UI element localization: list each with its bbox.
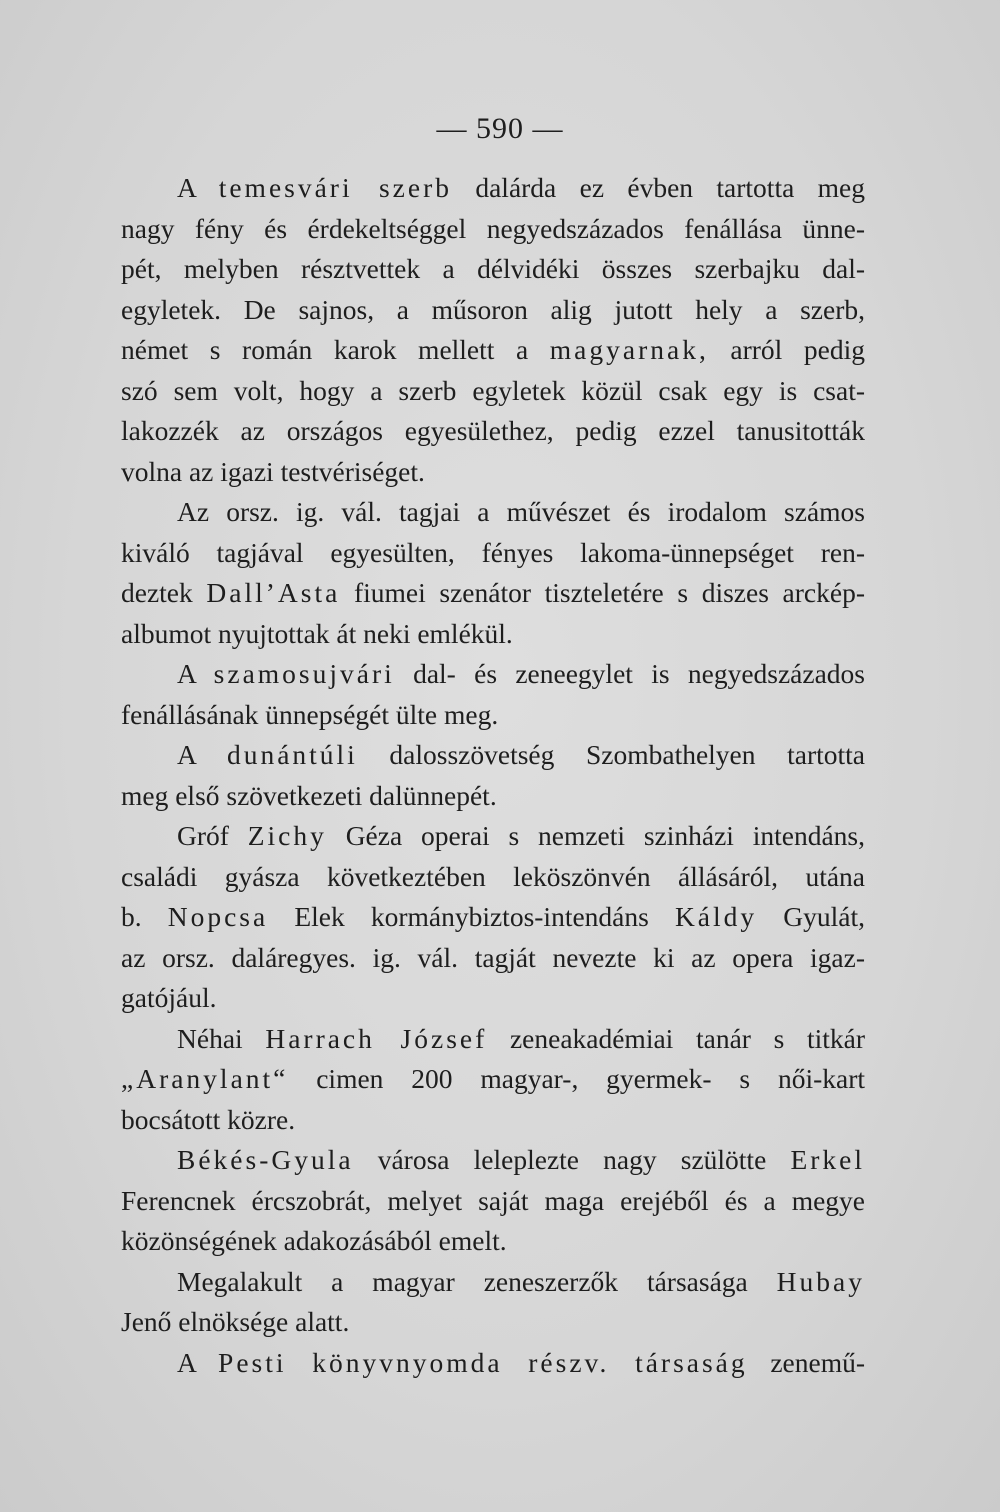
text-line: Megalakult a magyar zeneszerzők társasága Hubay (177, 1265, 865, 1297)
page-body-text (121, 168, 865, 1383)
paragraph (121, 492, 865, 654)
text-line: szó sem volt, hogy a szerb egyletek közül csak egy is csat- (121, 374, 865, 406)
spaced-emphasis-text: Erkel (790, 1144, 865, 1175)
text-line: gatójául. (121, 982, 217, 1013)
spaced-emphasis-text: „Aranylant“ (121, 1063, 289, 1094)
text-line: A szamosujvári dal- és zeneegylet is negyedszázados (177, 658, 866, 689)
paragraph (121, 1343, 865, 1384)
text-line: deztek Dall’Asta fiumei szenátor tiszteletére s diszes arckép- (121, 577, 865, 608)
spaced-emphasis-text: Pesti könyvnyomda részv. társaság (218, 1346, 748, 1378)
text-line: kiváló tagjával egyesülten, fényes lakoma-ünnepséget ren- (121, 536, 865, 568)
text-line: pét, melyben résztvettek a délvidéki összes szerbajku dal- (121, 253, 865, 284)
spaced-emphasis-text: Dall’Asta (206, 577, 341, 608)
text-line: Néhai Harrach József zeneakadémiai tanár s titkár (177, 1022, 866, 1054)
paragraph (121, 1262, 865, 1343)
text-line: bocsátott közre. (121, 1103, 296, 1135)
text-line: családi gyásza következtében leköszönvén állásáról, utána (121, 860, 865, 892)
text-line: lakozzék az országos egyesülethez, pedig ezzel tanusitották (121, 415, 865, 446)
spaced-emphasis-text: szamosujvári (213, 658, 395, 689)
text-line: A dunántúli dalosszövetség Szombathelyen tartotta (177, 739, 865, 770)
paragraph (121, 735, 865, 816)
text-line: fenállásának ünnepségét ülte meg. (121, 698, 499, 730)
spaced-emphasis-text: Zichy (247, 820, 327, 851)
text-line: „Aranylant“ cimen 200 magyar-, gyermek- s női-kart (121, 1063, 865, 1094)
text-line: közönségének adakozásából emelt. (121, 1225, 507, 1256)
text-line: Az orsz. ig. vál. tagjai a művészet és irodalom számos (177, 496, 865, 527)
paragraph (121, 168, 865, 492)
spaced-emphasis-text: Harrach József (265, 1022, 488, 1054)
spaced-emphasis-text: dunántúli (226, 739, 358, 770)
page-number: — 590 — (436, 112, 564, 145)
text-line: nagy fény és érdekeltséggel negyedszázados fenállása ünne- (121, 212, 865, 244)
spaced-emphasis-text: Hubay (776, 1265, 865, 1297)
spaced-emphasis-text: Békés-Gyula (177, 1144, 354, 1175)
spaced-emphasis-text: temesvári szerb (218, 172, 452, 203)
text-line: egyletek. De sajnos, a műsoron alig jutott hely a szerb, (121, 293, 865, 325)
paragraph (121, 1019, 865, 1141)
paragraph (121, 654, 865, 735)
text-line: A temesvári szerb dalárda ez évben tartotta meg (177, 172, 865, 203)
paragraph (121, 816, 865, 1019)
text-line: az orsz. daláregyes. ig. vál. tagját nevezte ki az opera igaz- (121, 941, 865, 973)
text-line: Gróf Zichy Géza operai s nemzeti szinházi intendáns, (177, 820, 865, 851)
text-line: Békés-Gyula városa leleplezte nagy szülötte Erkel (177, 1144, 865, 1175)
spaced-emphasis-text: Káldy (674, 901, 758, 932)
text-line: Jenő elnöksége alatt. (121, 1306, 350, 1337)
text-line: meg első szövetkezeti dalünnepét. (121, 779, 497, 811)
text-line: német s román karok mellett a magyarnak, arról pedig (121, 334, 865, 365)
text-line: b. Nopcsa Elek kormánybiztos-intendáns Káldy Gyulát, (121, 901, 865, 932)
paragraph (121, 1140, 865, 1262)
spaced-emphasis-text: Nopcsa (167, 901, 269, 932)
text-line: volna az igazi testvériséget. (121, 455, 425, 487)
text-line: albumot nyujtottak át neki emlékül. (121, 617, 513, 649)
text-line: Ferencnek ércszobrát, melyet saját maga erejéből és a megye (121, 1184, 865, 1216)
text-line: A Pesti könyvnyomda részv. társaság zenemű- (177, 1346, 865, 1378)
spaced-emphasis-text: magyarnak, (549, 334, 709, 365)
